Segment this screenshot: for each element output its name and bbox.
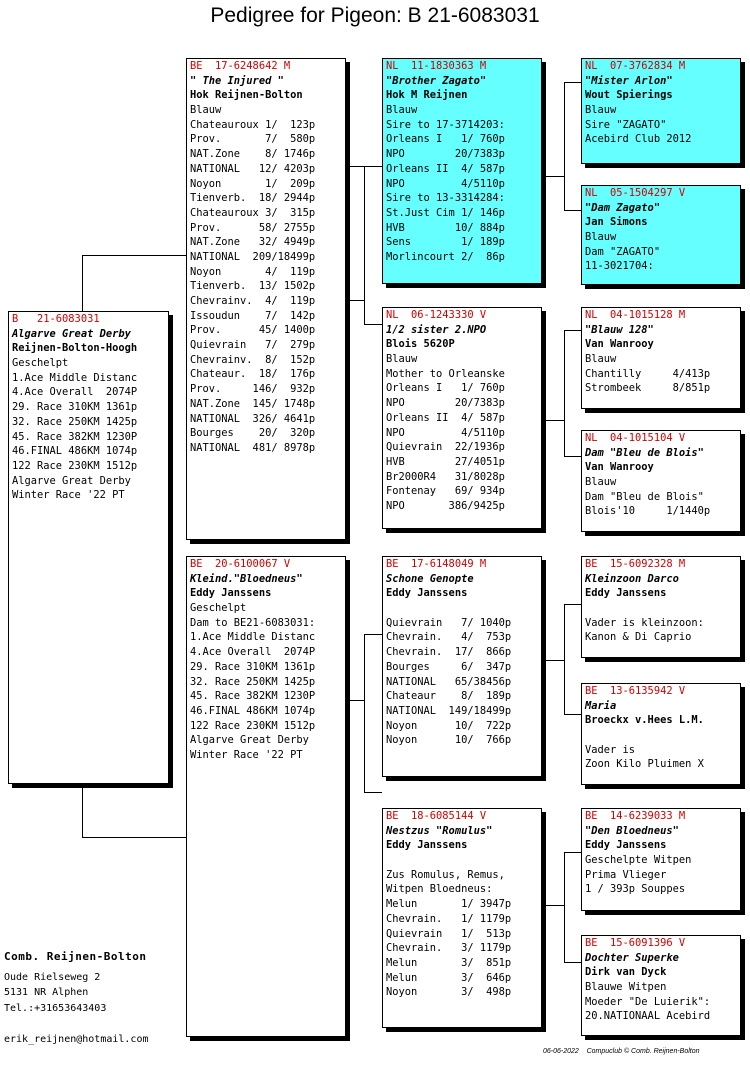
result-line: Witpen Bloedneus: xyxy=(386,883,493,896)
result-line: NAT.Zone 145/ 1748p xyxy=(190,397,316,410)
result-line: 4.Ace Overall 2074P xyxy=(190,646,316,659)
owner-city: 5131 NR Alphen xyxy=(4,987,89,998)
result-line: 4.Ace Overall 2074P xyxy=(12,386,138,399)
ring-number: NL 11-1830363 M xyxy=(386,60,487,72)
result-line: Bourges 6/ 347p xyxy=(386,660,512,673)
color: Blauw xyxy=(585,476,617,489)
pigeon-card-sire-sire xyxy=(382,58,542,284)
ring-number: BE 18-6085144 V xyxy=(386,810,487,822)
result-line: Blois'10 1/1440p xyxy=(585,505,711,518)
result-line: Winter Race '22 PT xyxy=(12,489,125,502)
connector xyxy=(346,300,364,301)
result-line: Noyon 10/ 722p xyxy=(386,719,512,732)
result-line: Chateauroux 3/ 315p xyxy=(190,206,316,219)
connector xyxy=(364,792,382,793)
connector xyxy=(82,784,83,838)
pigeon-name: Kleinzoon Darco xyxy=(585,572,679,585)
color: Blauw xyxy=(190,104,222,117)
result-line: Prov. 45/ 1400p xyxy=(190,324,316,337)
result-line: NPO 20/7383p xyxy=(386,148,505,161)
result-line: Noyon 10/ 766p xyxy=(386,734,512,747)
pigeon-name: "Mister Arlon" xyxy=(585,74,673,87)
pigeon-card-dam-dam xyxy=(382,808,542,1028)
result-line: NPO 386/9425p xyxy=(386,499,505,512)
ring-number: BE 15-6091396 V xyxy=(585,937,686,949)
color: Geschelpt xyxy=(190,602,247,615)
result-line: Sire "ZAGATO" xyxy=(585,118,667,131)
result-line: Kanon & Di Caprio xyxy=(585,631,692,644)
color: Blauw xyxy=(585,231,617,244)
color xyxy=(585,601,737,616)
connector xyxy=(564,82,581,83)
result-line: 45. Race 382KM 1230P xyxy=(190,690,316,703)
result-line: HVB 10/ 884p xyxy=(386,221,505,234)
connector xyxy=(364,324,382,325)
result-line: Quievrain 22/1936p xyxy=(386,441,505,454)
result-line: NPO 4/5110p xyxy=(386,177,505,190)
connector xyxy=(564,852,581,853)
connector xyxy=(564,604,581,605)
connector xyxy=(564,962,581,963)
result-line: Strombeek 8/851p xyxy=(585,382,711,395)
result-line: 1.Ace Middle Distanc xyxy=(12,371,138,384)
result-line: Chevrainv. 8/ 152p xyxy=(190,353,316,366)
result-line: Dam to BE21-6083031: xyxy=(190,616,316,629)
result-line: Chateaur 8/ 189p xyxy=(386,690,512,703)
result-line: Orleans II 4/ 587p xyxy=(386,411,505,424)
result-line: Chateaur. 18/ 176p xyxy=(190,368,316,381)
pigeon-card-dam-sire xyxy=(382,556,542,777)
breeder: Dirk van Dyck xyxy=(585,966,667,979)
connector xyxy=(564,852,565,962)
pigeon-name: Dochter Superke xyxy=(585,951,679,964)
pigeon-name: "Dam Zagato" xyxy=(585,201,661,214)
result-line: NPO 20/7383p xyxy=(386,397,505,410)
result-line: 1 / 393p Souppes xyxy=(585,883,686,896)
footer-credit: 06-06-2022 Compuclub © Comb. Reijnen-Bolton xyxy=(543,1048,700,1055)
pigeon-name: Kleind."Bloedneus" xyxy=(190,572,303,585)
result-line: 11-3021704: xyxy=(585,260,654,273)
breeder: Hok Reijnen-Bolton xyxy=(190,89,303,102)
connector xyxy=(346,166,382,167)
ring-number: BE 20-6100067 V xyxy=(190,558,291,570)
color xyxy=(386,853,538,868)
connector xyxy=(364,166,365,324)
result-line: Fontenay 69/ 934p xyxy=(386,485,505,498)
pigeon-name: Maria xyxy=(585,699,617,712)
breeder: Eddy Janssens xyxy=(585,839,667,852)
result-line: Quievrain 1/ 513p xyxy=(386,927,512,940)
result-line: 122 Race 230KM 1512p xyxy=(190,719,316,732)
result-line: Quievrain 7/ 279p xyxy=(190,339,316,352)
breeder: Blois 5620P xyxy=(386,338,455,351)
result-line: Br2000R4 31/8028p xyxy=(386,470,505,483)
breeder: Wout Spierings xyxy=(585,89,673,102)
ring-number: BE 14-6239033 M xyxy=(585,810,686,822)
connector xyxy=(564,330,581,331)
connector xyxy=(546,176,564,177)
breeder: Van Wanrooy xyxy=(585,461,654,474)
pigeon-card-dd-dam xyxy=(581,935,741,1036)
result-line: 29. Race 310KM 1361p xyxy=(12,401,138,414)
connector xyxy=(546,905,564,906)
connector xyxy=(564,330,565,456)
connector xyxy=(564,82,565,210)
ring-number: NL 07-3762834 M xyxy=(585,60,686,72)
result-line: NATIONAL 209/18499p xyxy=(190,250,316,263)
color xyxy=(386,601,538,616)
result-line: NATIONAL 65/38456p xyxy=(386,675,512,688)
result-line: NATIONAL 481/ 8978p xyxy=(190,441,316,454)
result-line: Dam "ZAGATO" xyxy=(585,245,661,258)
result-line: 20.NATIONAAL Acebird xyxy=(585,1010,711,1023)
result-line: Noyon 3/ 498p xyxy=(386,986,512,999)
result-line: Moeder "De Luierik": xyxy=(585,995,711,1008)
pigeon-card-sd-sire xyxy=(581,307,741,409)
pigeon-card-ds-dam xyxy=(581,683,741,785)
result-line: NAT.Zone 8/ 1746p xyxy=(190,148,316,161)
owner-email[interactable]: erik_reijnen@hotmail.com xyxy=(4,1034,149,1045)
result-line: NATIONAL 326/ 4641p xyxy=(190,412,316,425)
result-line: 32. Race 250KM 1425p xyxy=(12,415,138,428)
pigeon-name: "Brother Zagato" xyxy=(386,74,487,87)
breeder: Hok M Reijnen xyxy=(386,89,468,102)
result-line: 46.FINAL 486KM 1074p xyxy=(190,704,316,717)
result-line: 45. Race 382KM 1230P xyxy=(12,430,138,443)
result-line: Orleans I 1/ 760p xyxy=(386,382,505,395)
result-line: Vader is kleinzoon: xyxy=(585,616,704,629)
connector xyxy=(546,660,564,661)
pigeon-name: 1/2 sister 2.NPO xyxy=(386,323,487,336)
result-line: Sens 1/ 189p xyxy=(386,236,505,249)
result-line: Melun 3/ 646p xyxy=(386,971,512,984)
result-line: Zus Romulus, Remus, xyxy=(386,868,505,881)
ring-number: BE 17-6248642 M xyxy=(190,60,291,72)
result-line: Orleans II 4/ 587p xyxy=(386,162,505,175)
result-line: Prima Vlieger xyxy=(585,868,667,881)
color: Geschelpte Witpen xyxy=(585,854,692,867)
result-line: Melun 1/ 3947p xyxy=(386,898,512,911)
owner-phone: Tel.:+31653643403 xyxy=(4,1002,107,1014)
breeder: Broeckx v.Hees L.M. xyxy=(585,714,704,727)
breeder: Van Wanrooy xyxy=(585,338,654,351)
result-line: Tienverb. 18/ 2944p xyxy=(190,192,316,205)
result-line: Prov. 7/ 580p xyxy=(190,133,316,146)
pigeon-name: Dam "Bleu de Blois" xyxy=(585,446,704,459)
connector xyxy=(564,714,581,715)
ring-number: NL 04-1015128 M xyxy=(585,309,686,321)
color: Blauwe Witpen xyxy=(585,981,667,994)
result-line: NPO 4/5110p xyxy=(386,426,505,439)
breeder: Reijnen-Bolton-Hoogh xyxy=(12,342,138,355)
breeder: Jan Simons xyxy=(585,216,648,229)
color: Blauw xyxy=(386,353,418,366)
result-line: 1.Ace Middle Distanc xyxy=(190,631,316,644)
result-line: Algarve Great Derby xyxy=(12,474,131,487)
ring-number: B 21-6083031 xyxy=(12,313,100,325)
color: Blauw xyxy=(386,104,418,117)
result-line: Sire to 13-3314284: xyxy=(386,192,505,205)
result-line: Chevrain. 17/ 866p xyxy=(386,646,512,659)
color: Geschelpt xyxy=(12,357,69,370)
ring-number: NL 06-1243330 V xyxy=(386,309,487,321)
result-line: Morlincourt 2/ 86p xyxy=(386,250,505,263)
result-line: Prov. 58/ 2755p xyxy=(190,221,316,234)
connector xyxy=(82,255,83,311)
ring-number: NL 05-1504297 V xyxy=(585,187,686,199)
result-line: 122 Race 230KM 1512p xyxy=(12,459,138,472)
pigeon-card-subject xyxy=(8,311,169,784)
color: Blauw xyxy=(585,104,617,117)
breeder: Eddy Janssens xyxy=(190,587,272,600)
breeder: Eddy Janssens xyxy=(386,839,468,852)
result-line: Sire to 17-3714203: xyxy=(386,118,505,131)
result-line: Melun 3/ 851p xyxy=(386,956,512,969)
connector xyxy=(546,420,564,421)
result-line: Acebird Club 2012 xyxy=(585,133,692,146)
result-line: NATIONAL 149/18499p xyxy=(386,704,512,717)
result-line: Bourges 20/ 320p xyxy=(190,427,316,440)
result-line: 29. Race 310KM 1361p xyxy=(190,660,316,673)
result-line: Chevrain. 3/ 1179p xyxy=(386,942,512,955)
pigeon-card-ss-sire xyxy=(581,58,741,164)
pigeon-card-sire-dam xyxy=(382,307,542,529)
ring-number: NL 04-1015104 V xyxy=(585,432,686,444)
result-line: Algarve Great Derby xyxy=(190,734,309,747)
connector xyxy=(564,210,581,211)
result-line: HVB 27/4051p xyxy=(386,455,505,468)
result-line: Noyon 4/ 119p xyxy=(190,265,316,278)
pigeon-name: "Den Bloedneus" xyxy=(585,824,679,837)
owner-info xyxy=(4,949,146,1016)
ring-number: BE 15-6092328 M xyxy=(585,558,686,570)
result-line: Chantilly 4/413p xyxy=(585,367,711,380)
ring-number: BE 13-6135942 V xyxy=(585,685,686,697)
result-line: St.Just Cim 1/ 146p xyxy=(386,206,505,219)
connector xyxy=(82,837,186,838)
connector xyxy=(82,255,186,256)
pigeon-card-dam xyxy=(186,556,346,1037)
result-line: 46.FINAL 486KM 1074p xyxy=(12,445,138,458)
page-title: Pedigree for Pigeon: B 21-6083031 xyxy=(210,4,540,27)
result-line: Chevrainv. 4/ 119p xyxy=(190,295,316,307)
pigeon-name: Nestzus "Romulus" xyxy=(386,824,493,837)
result-line: Chevrain. 4/ 753p xyxy=(386,631,512,644)
result-line: Chateauroux 1/ 123p xyxy=(190,118,316,131)
result-line: Prov. 146/ 932p xyxy=(190,383,316,396)
result-line: Chevrain. 1/ 1179p xyxy=(386,912,512,925)
result-line: Orleans I 1/ 760p xyxy=(386,133,505,146)
breeder: Eddy Janssens xyxy=(386,587,468,600)
pigeon-card-ds-sire xyxy=(581,556,741,658)
result-line: Noyon 1/ 209p xyxy=(190,177,316,190)
pigeon-name: Schone Genopte xyxy=(386,572,474,585)
result-line: Dam "Bleu de Blois" xyxy=(585,490,704,503)
color xyxy=(585,728,737,743)
owner-street: Oude Rielseweg 2 xyxy=(4,971,101,983)
ring-number: BE 17-6148049 M xyxy=(386,558,487,570)
color: Blauw xyxy=(585,353,617,366)
result-line: NAT.Zone 32/ 4949p xyxy=(190,236,316,249)
owner-name: Comb. Reijnen-Bolton xyxy=(4,950,147,963)
result-line: Mother to Orleanske xyxy=(386,367,505,380)
result-line: NATIONAL 12/ 4203p xyxy=(190,162,316,175)
pigeon-name: " The Injured " xyxy=(190,74,284,87)
result-line: Vader is xyxy=(585,743,636,756)
result-line: Quievrain 7/ 1040p xyxy=(386,616,512,629)
connector xyxy=(364,634,382,635)
pigeon-name: "Blauw 128" xyxy=(585,323,654,336)
pigeon-card-ss-dam xyxy=(581,185,741,285)
pigeon-card-dd-sire xyxy=(581,808,741,911)
connector xyxy=(564,604,565,714)
connector xyxy=(346,700,364,701)
pigeon-card-sd-dam xyxy=(581,430,741,532)
result-line: Winter Race '22 PT xyxy=(190,748,303,761)
result-line: 32. Race 250KM 1425p xyxy=(190,675,316,688)
pigeon-card-sire xyxy=(186,58,346,540)
result-line: Zoon Kilo Pluimen X xyxy=(585,758,704,771)
pigeon-name: Algarve Great Derby xyxy=(12,327,131,340)
connector xyxy=(364,634,365,792)
connector xyxy=(564,456,581,457)
breeder: Eddy Janssens xyxy=(585,587,667,600)
result-line: Issoudun 7/ 142p xyxy=(190,309,316,322)
result-line: Tienverb. 13/ 1502p xyxy=(190,280,316,293)
